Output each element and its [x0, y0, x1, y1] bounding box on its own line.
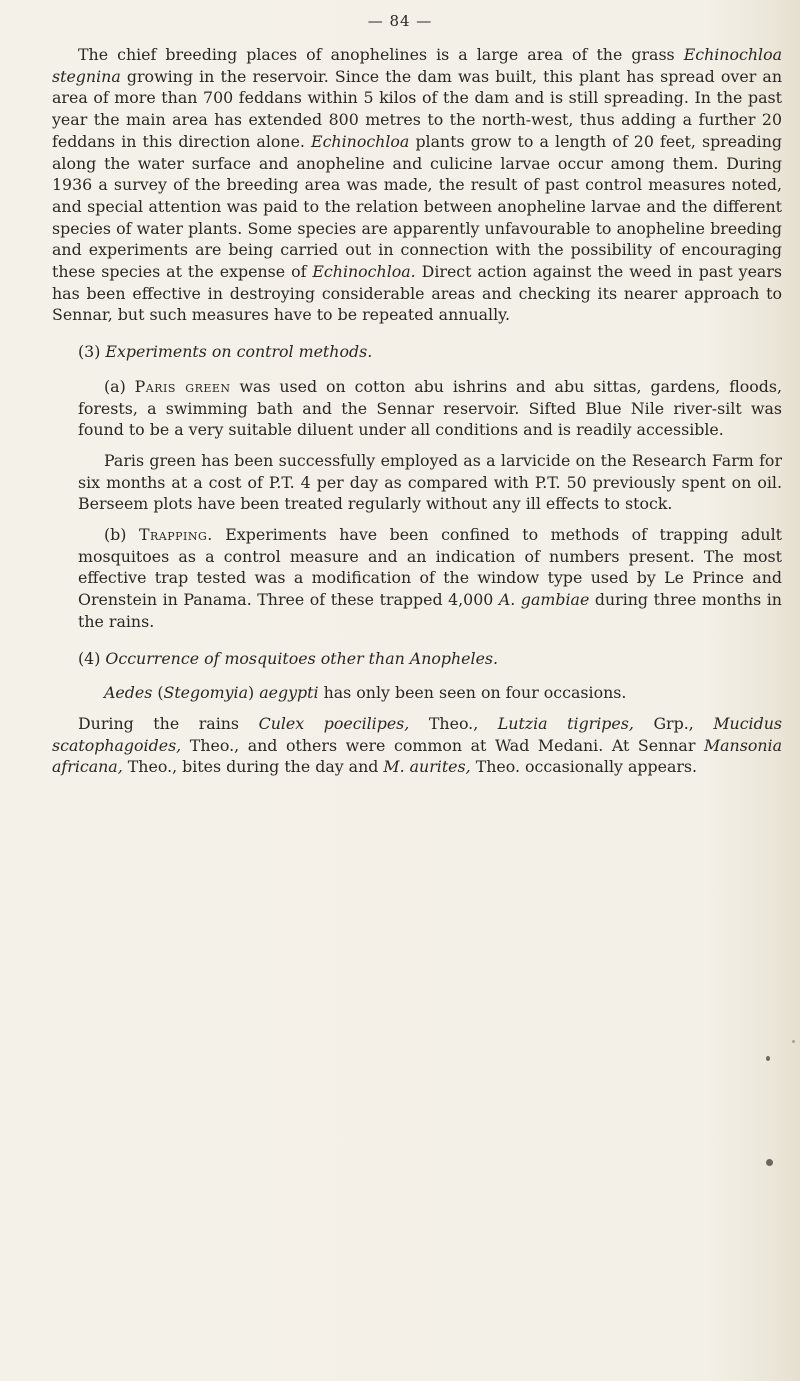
- text-run: was used on cotton abu ishrins and abu sittas, gardens, floods, forests, a swimming bath and the Sennar reservoir. Sifted Blue Nile river-silt was found to be a very suitable diluent under all conditions and is readily accessible.: [78, 376, 783, 440]
- section-title: Occurrence of mosquitoes other than Anopheles.: [105, 648, 499, 668]
- text-run: Direct action against the weed in past years has been effective in destroying considerable areas and checking its nearer approach to Sennar, but such measures have to be repeated annually.: [52, 262, 782, 325]
- species-name: Stegomyia: [163, 683, 249, 703]
- item-term: Paris green: [134, 376, 231, 396]
- page-number: — 84 —: [367, 12, 433, 30]
- text-run: Theo. occasionally appears.: [470, 757, 698, 777]
- species-name: Aedes: [104, 683, 153, 703]
- section-heading-4: [52, 648, 782, 670]
- page-body: [52, 44, 782, 778]
- section-heading-3: [52, 341, 782, 363]
- paper-speck: [766, 1056, 770, 1061]
- text-run: Theo.,: [409, 713, 498, 733]
- paper-speck: [766, 1159, 773, 1166]
- species-name: Mansonia africana,: [52, 735, 782, 777]
- paragraph-trapping-b: [52, 524, 782, 633]
- item-label: (b): [104, 525, 139, 545]
- item-label: (a): [104, 376, 135, 396]
- species-name: M. aurites,: [383, 757, 471, 777]
- text-run: during three months in the rains.: [78, 590, 782, 631]
- text-run: ): [248, 683, 260, 703]
- text-run: Experiments have been confined to methods of trapping adult mosquitoes as a control measure and an indication of numbers present. The most effective trap tested was a modification of the window type used by Le Prince and Orenstein in Panama. Three of these trapped 4,000: [78, 525, 782, 610]
- species-name: Lutzia tigripes,: [497, 713, 634, 733]
- item-term: Trapping.: [138, 525, 213, 545]
- text-run: (: [152, 683, 164, 703]
- section-title: Experiments on control methods.: [105, 342, 373, 362]
- text-run: The chief breeding places of anophelines is a large area of the grass: [78, 45, 684, 64]
- paragraph-aedes: [52, 682, 782, 704]
- text-run: growing in the reservoir. Since the dam was built, this plant has spread over an area of more than 700 feddans within 5 kilos of the dam and is still spreading. In the past year the main area has extended 800 metres to the north-west, thus adding a further 20 feddans in this direction alone.: [52, 66, 782, 151]
- species-name: Echinochloa: [311, 131, 410, 151]
- text-run: has only been seen on four occasions.: [318, 683, 627, 703]
- text-run: Grp.,: [633, 713, 714, 733]
- species-name: Echinochloa stegnina: [52, 45, 782, 86]
- text-run: plants grow to a length of 20 feet, spreading along the water surface and anopheline and culicine larvae occur among them. During 1936 a survey of the breeding area was made, the result of past control measures noted, and special attention was paid to the relation between anopheline larvae and the different species of water plants. Some species are apparently unfavourable to anopheline breeding and experiments are being carried out in connection with the possibility of encouraging these species at the expense of: [52, 131, 782, 282]
- text-run: During the rains: [78, 713, 259, 733]
- species-name: Culex poecilipes,: [258, 713, 410, 733]
- text-run: Theo., and others were common at Wad Medani. At Sennar: [181, 735, 704, 755]
- paper-speck: [792, 1040, 795, 1043]
- section-number: (4): [78, 648, 106, 668]
- section-number: (3): [78, 342, 106, 362]
- paragraph-paris-green-a: [52, 376, 782, 441]
- species-name: Echinochloa.: [312, 262, 416, 282]
- species-name: A. gambiae: [498, 590, 590, 610]
- paragraph-breeding-places: [52, 44, 782, 326]
- paragraph-paris-green-results: Paris green has been successfully employed as a larvicide on the Research Farm for six months at a cost of P.T. 4 per day as compared with P.T. 50 previously spent on oil. Berseem plots have been treated regularly without any ill effects to stock.: [78, 450, 782, 514]
- species-name: aegypti: [259, 683, 319, 703]
- text-run: Theo., bites during the day and: [122, 757, 384, 777]
- paragraph-rains-species: [52, 713, 782, 778]
- species-name: Mucidus scatophagoides,: [52, 713, 782, 755]
